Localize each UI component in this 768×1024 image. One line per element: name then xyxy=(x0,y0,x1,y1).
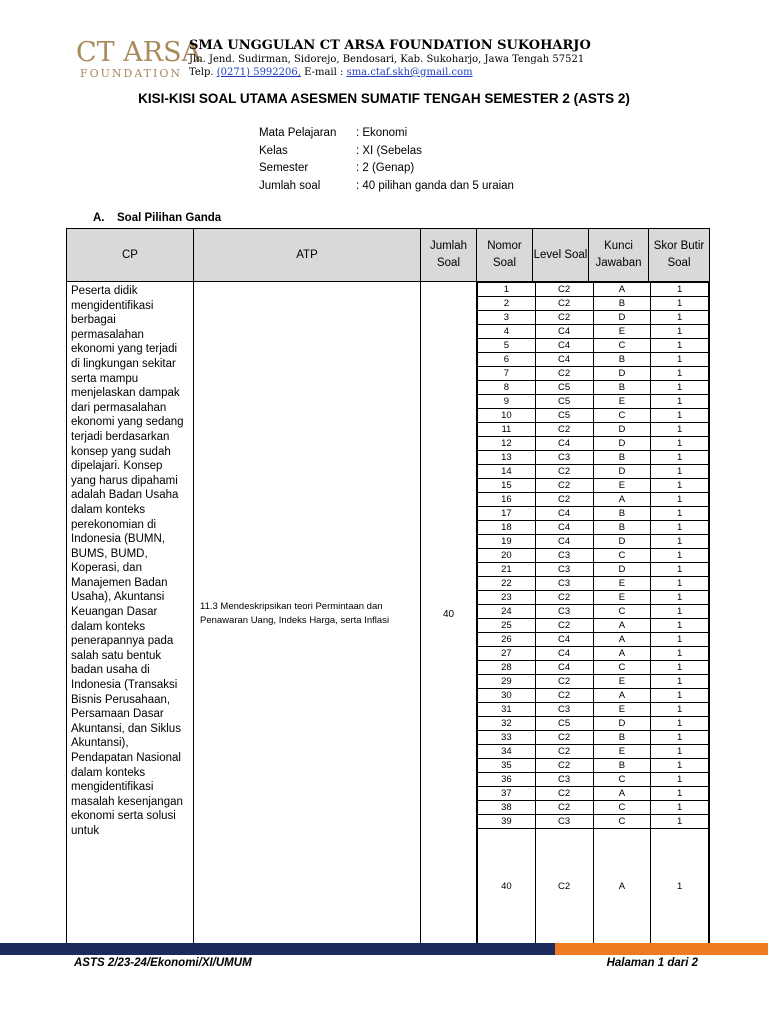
nomor-cell: 23 xyxy=(478,591,536,605)
skor-cell: 1 xyxy=(651,423,709,437)
meta-value: : 2 (Genap) xyxy=(356,162,415,174)
level-cell: C2 xyxy=(535,297,593,311)
kunci-cell: D xyxy=(593,563,651,577)
answer-row xyxy=(478,703,709,717)
skor-cell: 1 xyxy=(651,479,709,493)
kunci-cell: C xyxy=(593,815,651,829)
kunci-cell: D xyxy=(593,311,651,325)
header-skor: Skor Butir Soal xyxy=(649,229,710,282)
section-title: Soal Pilihan Ganda xyxy=(117,212,222,224)
kunci-cell: D xyxy=(593,437,651,451)
answer-row xyxy=(478,759,709,773)
meta-label: Kelas xyxy=(259,144,288,157)
skor-cell: 1 xyxy=(651,381,709,395)
kunci-cell: D xyxy=(593,717,651,731)
meta-label: Mata Pelajaran xyxy=(259,127,337,139)
answer-row xyxy=(478,423,709,437)
nomor-cell: 12 xyxy=(478,437,536,451)
answer-key-cell xyxy=(477,282,710,947)
level-cell: C3 xyxy=(535,773,593,787)
answer-row xyxy=(478,521,709,535)
answer-row xyxy=(478,661,709,675)
answer-row xyxy=(478,801,709,815)
logo-wordmark: CT ARSA xyxy=(76,37,202,68)
level-cell: C2 xyxy=(535,311,593,325)
footer-bar-orange xyxy=(555,943,768,955)
footer-page-number: Halaman 1 dari 2 xyxy=(606,957,698,969)
table-body-row xyxy=(67,282,710,947)
nomor-cell: 40 xyxy=(478,829,536,946)
skor-cell: 1 xyxy=(651,395,709,409)
nomor-cell: 39 xyxy=(478,815,536,829)
skor-cell: 1 xyxy=(651,745,709,759)
answer-row xyxy=(478,787,709,801)
nomor-cell: 9 xyxy=(478,395,536,409)
nomor-cell: 15 xyxy=(478,479,536,493)
kunci-cell: B xyxy=(593,297,651,311)
answer-row xyxy=(478,353,709,367)
level-cell: C2 xyxy=(535,423,593,437)
header-jumlah: Jumlah Soal xyxy=(421,229,477,282)
kunci-cell: D xyxy=(593,423,651,437)
school-name: SMA UNGGULAN CT ARSA FOUNDATION SUKOHARJO xyxy=(189,38,591,53)
skor-cell: 1 xyxy=(651,465,709,479)
meta-value: : Ekonomi xyxy=(356,127,408,139)
kunci-cell: E xyxy=(593,395,651,409)
level-cell: C4 xyxy=(535,437,593,451)
skor-cell: 1 xyxy=(651,339,709,353)
skor-cell: 1 xyxy=(651,283,709,297)
answer-row xyxy=(478,647,709,661)
skor-cell: 1 xyxy=(651,493,709,507)
nomor-cell: 16 xyxy=(478,493,536,507)
level-cell: C3 xyxy=(535,563,593,577)
level-cell: C2 xyxy=(535,787,593,801)
nomor-cell: 35 xyxy=(478,759,536,773)
cp-cell: Peserta didik mengidentifikasi berbagai permasalahan ekonomi yang terjadi di lingkungan sekitar serta mampu menjelaskan dampak dari permasalahan ekonomi yang sedang terjadi berdasarkan konsep yang sudah dipelajari. Konsep yang harus dipahami adalah Badan Usaha dalam konteks perekonomian di Indonesia (BUMN, BUMS, BUMD, Koperasi, dan Manajemen Badan Usaha), Akuntansi Keuangan Dasar dalam konteks penerapannya pada salah satu bentuk badan usaha di Indonesia (Transaksi Bisnis Perusahaan, Persamaan Dasar Akuntansi, dan Siklus Akuntansi), Pendapatan Nasional dalam konteks mengidentifikasi masalah kesenjangan ekonomi serta solusi untuk xyxy=(67,282,194,947)
nomor-cell: 19 xyxy=(478,535,536,549)
nomor-cell: 34 xyxy=(478,745,536,759)
nomor-cell: 30 xyxy=(478,689,536,703)
nomor-cell: 1 xyxy=(478,283,536,297)
kunci-cell: E xyxy=(593,577,651,591)
level-cell: C2 xyxy=(535,479,593,493)
skor-cell: 1 xyxy=(651,563,709,577)
level-cell: C5 xyxy=(535,409,593,423)
section-heading xyxy=(93,212,221,224)
answer-row xyxy=(478,437,709,451)
nomor-cell: 4 xyxy=(478,325,536,339)
kunci-cell: E xyxy=(593,745,651,759)
meta-row xyxy=(259,162,514,180)
level-cell: C2 xyxy=(535,619,593,633)
skor-cell: 1 xyxy=(651,731,709,745)
level-cell: C2 xyxy=(535,465,593,479)
skor-cell: 1 xyxy=(651,507,709,521)
kunci-cell: B xyxy=(593,507,651,521)
level-cell: C3 xyxy=(535,451,593,465)
nomor-cell: 31 xyxy=(478,703,536,717)
level-cell: C2 xyxy=(535,745,593,759)
answer-row xyxy=(478,395,709,409)
meta-value: : XI (Sebelas xyxy=(356,144,422,157)
skor-cell: 1 xyxy=(651,605,709,619)
nomor-cell: 8 xyxy=(478,381,536,395)
level-cell: C4 xyxy=(535,325,593,339)
kunci-cell: B xyxy=(593,451,651,465)
skor-cell: 1 xyxy=(651,689,709,703)
header-cp: CP xyxy=(67,229,194,282)
nomor-cell: 3 xyxy=(478,311,536,325)
nomor-cell: 32 xyxy=(478,717,536,731)
answer-row xyxy=(478,535,709,549)
answer-row xyxy=(478,591,709,605)
level-cell: C5 xyxy=(535,395,593,409)
answer-row xyxy=(478,717,709,731)
email-link[interactable]: sma.ctaf.skh@gmail.com xyxy=(346,67,473,78)
skor-cell: 1 xyxy=(651,535,709,549)
answer-row xyxy=(478,773,709,787)
kunci-cell: A xyxy=(593,283,651,297)
skor-cell: 1 xyxy=(651,577,709,591)
skor-cell: 1 xyxy=(651,661,709,675)
level-cell: C2 xyxy=(535,283,593,297)
kunci-cell: E xyxy=(593,591,651,605)
level-cell: C4 xyxy=(535,633,593,647)
jumlah-cell: 40 xyxy=(421,282,477,947)
exam-meta xyxy=(259,127,514,197)
level-cell: C4 xyxy=(535,535,593,549)
answer-row xyxy=(478,367,709,381)
answer-row xyxy=(478,675,709,689)
answer-row xyxy=(478,829,709,946)
footer-bar xyxy=(0,943,768,955)
nomor-cell: 11 xyxy=(478,423,536,437)
skor-cell: 1 xyxy=(651,437,709,451)
skor-cell: 1 xyxy=(651,633,709,647)
answer-row xyxy=(478,311,709,325)
nomor-cell: 37 xyxy=(478,787,536,801)
email-label: E-mail : xyxy=(300,67,347,78)
kunci-cell: C xyxy=(593,409,651,423)
level-cell: C5 xyxy=(535,381,593,395)
skor-cell: 1 xyxy=(651,675,709,689)
phone-label: Telp. xyxy=(189,67,217,78)
answer-row xyxy=(478,409,709,423)
footer-doc-code: ASTS 2/23-24/Ekonomi/XI/UMUM xyxy=(74,957,252,969)
level-cell: C4 xyxy=(535,507,593,521)
nomor-cell: 38 xyxy=(478,801,536,815)
level-cell: C2 xyxy=(535,493,593,507)
question-grid-table xyxy=(66,228,710,947)
kunci-cell: C xyxy=(593,801,651,815)
level-cell: C4 xyxy=(535,521,593,535)
footer-bar-blue xyxy=(0,943,555,955)
skor-cell: 1 xyxy=(651,787,709,801)
kunci-cell: E xyxy=(593,479,651,493)
level-cell: C5 xyxy=(535,717,593,731)
kunci-cell: B xyxy=(593,381,651,395)
kunci-cell: B xyxy=(593,521,651,535)
kunci-cell: C xyxy=(593,773,651,787)
logo-subtitle: FOUNDATION xyxy=(79,67,183,80)
kunci-cell: E xyxy=(593,675,651,689)
nomor-cell: 14 xyxy=(478,465,536,479)
nomor-cell: 24 xyxy=(478,605,536,619)
answer-row xyxy=(478,493,709,507)
level-cell: C4 xyxy=(535,661,593,675)
answer-row xyxy=(478,297,709,311)
answer-row xyxy=(478,605,709,619)
header-level: Level Soal xyxy=(533,229,589,282)
skor-cell: 1 xyxy=(651,703,709,717)
kunci-cell: C xyxy=(593,549,651,563)
level-cell: C2 xyxy=(535,801,593,815)
skor-cell: 1 xyxy=(651,297,709,311)
skor-cell: 1 xyxy=(651,619,709,633)
skor-cell: 1 xyxy=(651,367,709,381)
nomor-cell: 18 xyxy=(478,521,536,535)
answer-row xyxy=(478,465,709,479)
kunci-cell: E xyxy=(593,703,651,717)
school-contact xyxy=(189,66,591,79)
kunci-cell: A xyxy=(593,619,651,633)
kunci-cell: C xyxy=(593,605,651,619)
level-cell: C3 xyxy=(535,549,593,563)
answer-row xyxy=(478,339,709,353)
table-header-row xyxy=(67,229,710,282)
nomor-cell: 22 xyxy=(478,577,536,591)
level-cell: C3 xyxy=(535,605,593,619)
header-nomor: Nomor Soal xyxy=(477,229,533,282)
nomor-cell: 5 xyxy=(478,339,536,353)
answer-row xyxy=(478,381,709,395)
level-cell: C2 xyxy=(535,731,593,745)
header-atp: ATP xyxy=(194,229,421,282)
kunci-cell: D xyxy=(593,465,651,479)
kunci-cell: A xyxy=(593,493,651,507)
answer-row xyxy=(478,745,709,759)
skor-cell: 1 xyxy=(651,311,709,325)
answer-row xyxy=(478,283,709,297)
answer-row xyxy=(478,325,709,339)
skor-cell: 1 xyxy=(651,325,709,339)
kunci-cell: B xyxy=(593,759,651,773)
skor-cell: 1 xyxy=(651,409,709,423)
meta-row xyxy=(259,180,514,198)
nomor-cell: 26 xyxy=(478,633,536,647)
skor-cell: 1 xyxy=(651,353,709,367)
kunci-cell: A xyxy=(593,647,651,661)
meta-label: Jumlah soal xyxy=(259,179,321,192)
meta-label: Semester xyxy=(259,162,309,174)
nomor-cell: 2 xyxy=(478,297,536,311)
answer-row xyxy=(478,563,709,577)
answer-row xyxy=(478,633,709,647)
kunci-cell: C xyxy=(593,661,651,675)
phone-link[interactable]: (0271) 5992206, xyxy=(216,67,301,78)
skor-cell: 1 xyxy=(651,773,709,787)
level-cell: C2 xyxy=(535,759,593,773)
kunci-cell: B xyxy=(593,731,651,745)
answer-row xyxy=(478,689,709,703)
kunci-cell: A xyxy=(593,829,651,946)
answer-row xyxy=(478,619,709,633)
level-cell: C4 xyxy=(535,339,593,353)
school-header xyxy=(189,38,591,79)
level-cell: C2 xyxy=(535,367,593,381)
answer-row xyxy=(478,479,709,493)
skor-cell: 1 xyxy=(651,717,709,731)
nomor-cell: 20 xyxy=(478,549,536,563)
meta-row xyxy=(259,127,514,145)
skor-cell: 1 xyxy=(651,451,709,465)
nomor-cell: 7 xyxy=(478,367,536,381)
level-cell: C2 xyxy=(535,675,593,689)
level-cell: C3 xyxy=(535,815,593,829)
kunci-cell: A xyxy=(593,633,651,647)
nomor-cell: 10 xyxy=(478,409,536,423)
level-cell: C3 xyxy=(535,703,593,717)
skor-cell: 1 xyxy=(651,591,709,605)
level-cell: C2 xyxy=(535,689,593,703)
nomor-cell: 6 xyxy=(478,353,536,367)
foundation-logo xyxy=(76,37,202,80)
kunci-cell: C xyxy=(593,339,651,353)
school-address: Jln. Jend. Sudirman, Sidorejo, Bendosari, Kab. Sukoharjo, Jawa Tengah 57521 xyxy=(189,54,585,65)
kunci-cell: D xyxy=(593,535,651,549)
answer-row xyxy=(478,577,709,591)
skor-cell: 1 xyxy=(651,647,709,661)
skor-cell: 1 xyxy=(651,759,709,773)
answer-row xyxy=(478,507,709,521)
level-cell: C2 xyxy=(535,591,593,605)
answer-row xyxy=(478,731,709,745)
nomor-cell: 27 xyxy=(478,647,536,661)
skor-cell: 1 xyxy=(651,521,709,535)
level-cell: C3 xyxy=(535,577,593,591)
skor-cell: 1 xyxy=(651,549,709,563)
header-kunci: Kunci Jawaban xyxy=(589,229,649,282)
meta-row xyxy=(259,145,514,163)
kunci-cell: B xyxy=(593,353,651,367)
nomor-cell: 17 xyxy=(478,507,536,521)
answer-row xyxy=(478,451,709,465)
section-number: A. xyxy=(93,212,105,224)
kunci-cell: D xyxy=(593,367,651,381)
skor-cell: 1 xyxy=(651,815,709,829)
kunci-cell: A xyxy=(593,787,651,801)
skor-cell: 1 xyxy=(651,801,709,815)
document-title: KISI-KISI SOAL UTAMA ASESMEN SUMATIF TENGAH SEMESTER 2 (ASTS 2) xyxy=(138,91,630,106)
nomor-cell: 36 xyxy=(478,773,536,787)
kunci-cell: E xyxy=(593,325,651,339)
nomor-cell: 33 xyxy=(478,731,536,745)
kunci-cell: A xyxy=(593,689,651,703)
answer-key-table xyxy=(477,282,709,946)
nomor-cell: 28 xyxy=(478,661,536,675)
atp-cell: 11.3 Mendeskripsikan teori Permintaan dan Penawaran Uang, Indeks Harga, serta Inflasi xyxy=(194,282,421,947)
nomor-cell: 21 xyxy=(478,563,536,577)
skor-cell: 1 xyxy=(651,829,709,946)
nomor-cell: 29 xyxy=(478,675,536,689)
nomor-cell: 25 xyxy=(478,619,536,633)
level-cell: C4 xyxy=(535,647,593,661)
level-cell: C4 xyxy=(535,353,593,367)
answer-row xyxy=(478,549,709,563)
nomor-cell: 13 xyxy=(478,451,536,465)
answer-row xyxy=(478,815,709,829)
level-cell: C2 xyxy=(535,829,593,946)
meta-value: : 40 pilihan ganda dan 5 uraian xyxy=(356,179,514,192)
